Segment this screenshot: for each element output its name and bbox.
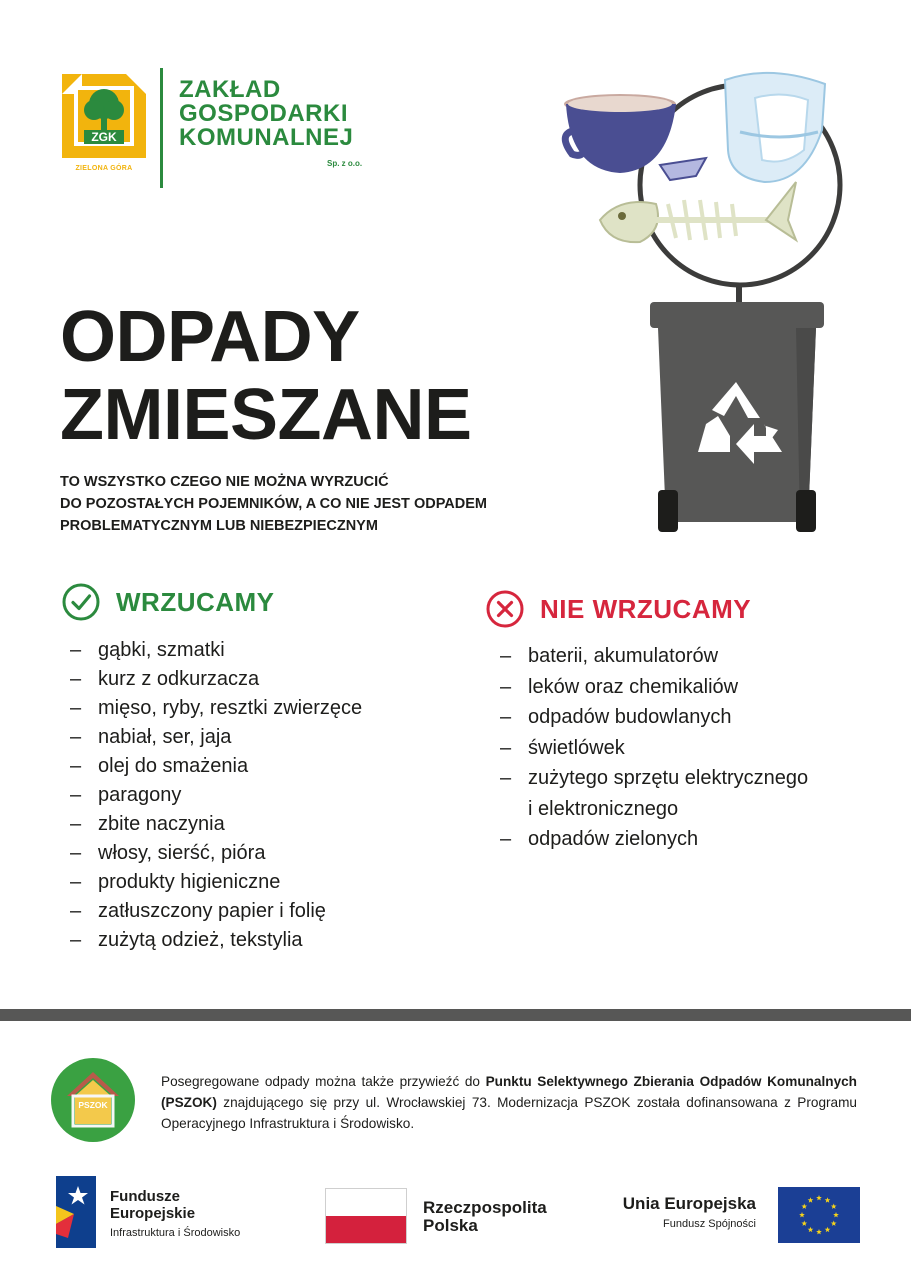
logo-divider xyxy=(160,68,163,188)
allowed-item: – nabiał, ser, jaja xyxy=(62,723,442,752)
forbidden-item: – odpadów budowlanych xyxy=(486,702,886,733)
forbidden-item: – leków oraz chemikaliów xyxy=(486,672,886,703)
pszok-house-icon xyxy=(51,1058,135,1142)
eu-title: Unia Europejska xyxy=(622,1194,756,1213)
allowed-list xyxy=(62,636,442,955)
info-text-start: Posegregowane odpady można także przywieźć do xyxy=(161,1074,486,1089)
poland-flag-icon xyxy=(325,1188,407,1244)
allowed-item: – włosy, sierść, pióra xyxy=(62,839,442,868)
eu-funds-title xyxy=(110,1188,195,1222)
title-line: ZMIESZANE xyxy=(60,375,472,455)
poland-name-line: Rzeczpospolita xyxy=(423,1198,547,1217)
company-name-line: KOMUNALNEJ xyxy=(179,124,354,151)
title-line: ODPADY xyxy=(60,297,360,377)
forbidden-heading-label: NIE WRZUCAMY xyxy=(540,593,752,624)
section-divider xyxy=(0,1009,911,1021)
forbidden-item-continuation: i elektronicznego xyxy=(528,797,679,820)
page-subtitle xyxy=(60,471,487,537)
poland-logo xyxy=(325,1188,575,1244)
forbidden-item xyxy=(486,763,886,824)
waste-bin-illustration xyxy=(560,70,850,540)
page-title xyxy=(60,298,472,454)
eu-logo xyxy=(610,1187,860,1243)
forbidden-list xyxy=(486,641,886,855)
forbidden-section xyxy=(486,589,886,855)
subtitle-line: TO WSZYSTKO CZEGO NIE MOŻNA WYRZUCIĆ xyxy=(60,474,389,490)
company-name-line: ZAKŁAD xyxy=(179,76,281,103)
allowed-heading-label: WRZUCAMY xyxy=(116,586,275,617)
forbidden-item: – baterii, akumulatorów xyxy=(486,641,886,672)
allowed-item: – zużytą odzież, tekstylia xyxy=(62,926,442,955)
eu-funds-title-line: Europejskie xyxy=(110,1205,196,1222)
forbidden-item-text: zużytego sprzętu elektrycznego xyxy=(528,767,809,789)
broken-cup-icon xyxy=(564,94,706,180)
allowed-item: – kurz z odkurzacza xyxy=(62,665,442,694)
company-name xyxy=(179,78,353,150)
allowed-item: – paragony xyxy=(62,781,442,810)
check-circle-icon xyxy=(62,583,100,621)
eu-funds-subtitle: Infrastruktura i Środowisko xyxy=(110,1227,241,1239)
forbidden-heading xyxy=(486,589,886,629)
x-circle-icon xyxy=(486,590,524,628)
allowed-item: – mięso, ryby, resztki zwierzęce xyxy=(62,694,442,723)
allowed-item: – gąbki, szmatki xyxy=(62,636,442,665)
diaper-icon xyxy=(725,73,825,182)
poland-name xyxy=(423,1199,547,1235)
company-logo xyxy=(62,68,392,188)
company-name-line: GOSPODARKI xyxy=(179,100,349,127)
fish-skeleton-icon xyxy=(600,182,796,242)
subtitle-line: DO POZOSTAŁYCH POJEMNIKÓW, A CO NIE JEST ODPADEM xyxy=(60,496,487,512)
allowed-item: – zatłuszczony papier i folię xyxy=(62,897,442,926)
pszok-label: PSZOK xyxy=(78,1100,108,1110)
logo-mark-text: ZGK xyxy=(91,130,117,144)
pszok-info-text xyxy=(161,1071,857,1134)
allowed-item: – produkty higieniczne xyxy=(62,868,442,897)
allowed-item: – olej do smażenia xyxy=(62,752,442,781)
allowed-heading xyxy=(62,582,442,622)
zgk-logo-icon xyxy=(62,74,146,158)
subtitle-line: PROBLEMATYCZNYM LUB NIEBEZPIECZNYM xyxy=(60,518,378,534)
poland-name-line: Polska xyxy=(423,1216,478,1235)
eu-flag-icon xyxy=(778,1187,860,1243)
eu-funds-title-line: Fundusze xyxy=(110,1188,180,1205)
trash-bin-icon xyxy=(650,302,824,532)
company-legal-form: Sp. z o.o. xyxy=(327,159,363,168)
eu-funds-logo xyxy=(56,1176,316,1251)
forbidden-item: – świetlówek xyxy=(486,733,886,764)
allowed-item: – zbite naczynia xyxy=(62,810,442,839)
info-text-bold: Punktu Selektywnego Zbierania Odpadów Komunalnych (PSZOK) xyxy=(161,1074,857,1110)
info-text-end: znajdującego się przy ul. Wrocławskiej 73. Modernizacja PSZOK została dofinansowana z Programu Operacyjnego Infrastruktura i Środowisko. xyxy=(161,1095,857,1131)
logo-city: ZIELONA GÓRA xyxy=(75,165,133,172)
eu-funds-icon xyxy=(56,1176,96,1248)
eu-subtitle: Fundusz Spójności xyxy=(663,1218,756,1230)
forbidden-item: – odpadów zielonych xyxy=(486,824,886,855)
allowed-section xyxy=(62,582,442,955)
